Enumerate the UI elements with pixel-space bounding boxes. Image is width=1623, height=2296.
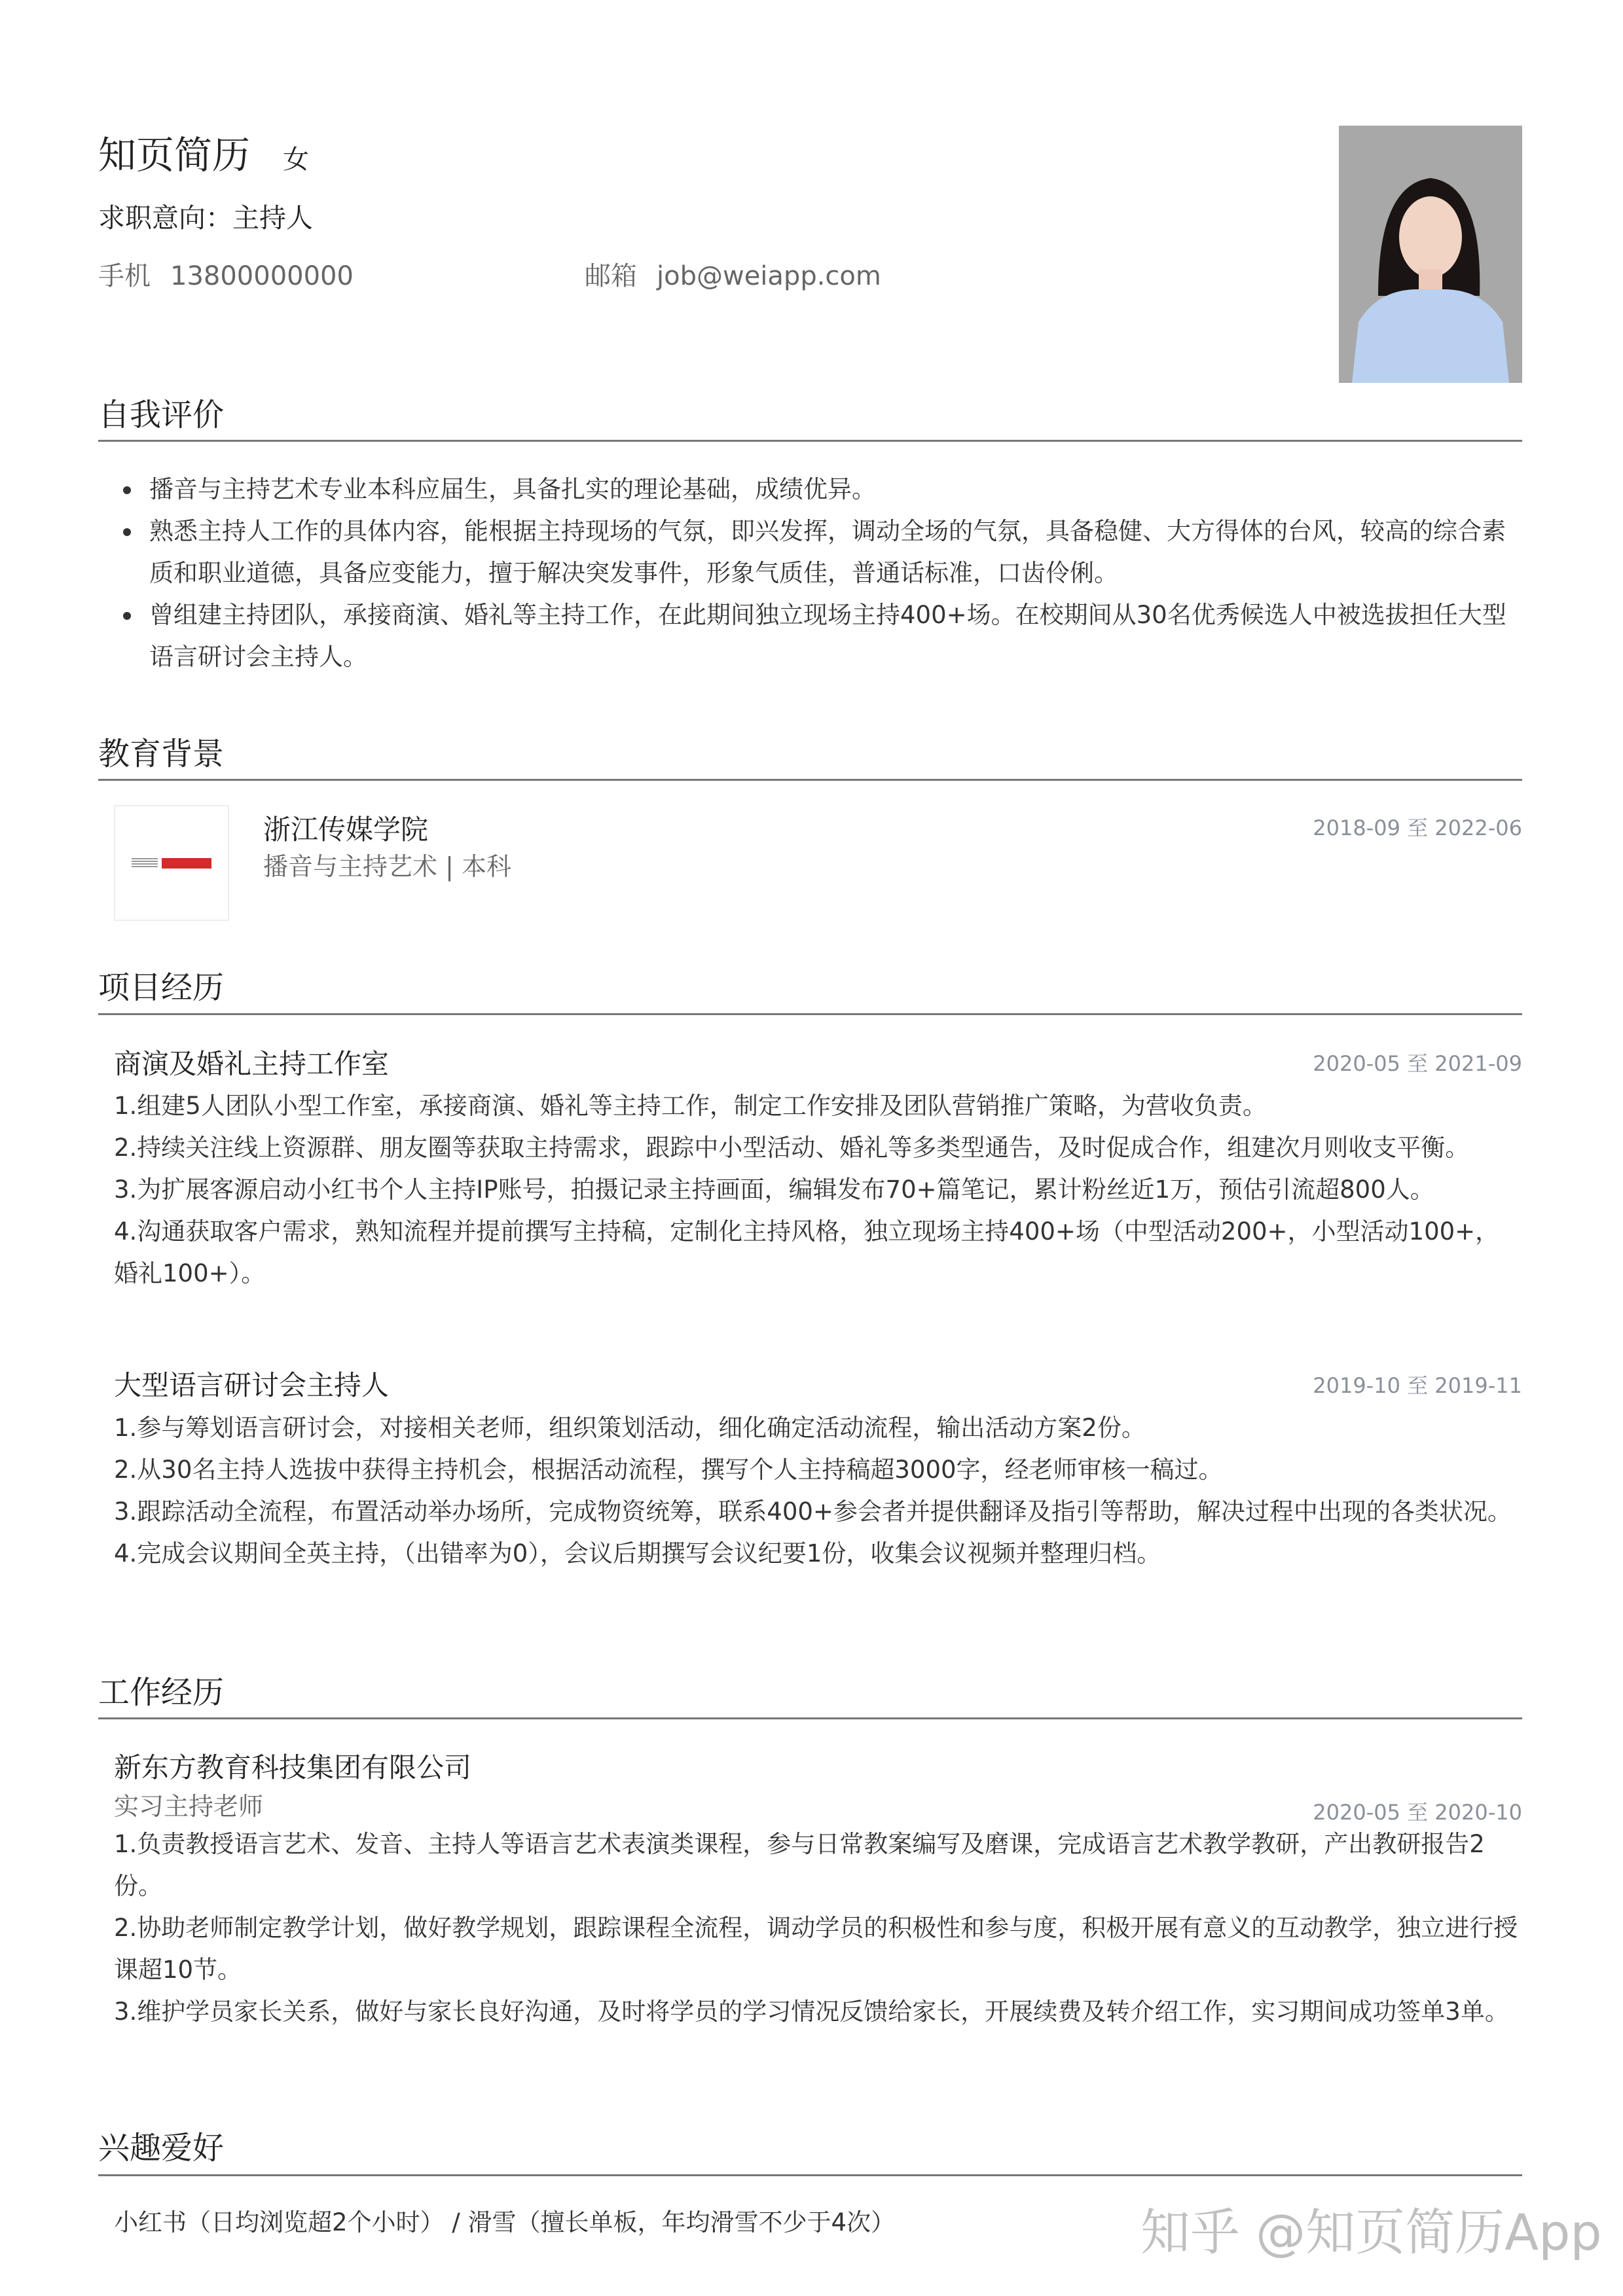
project-details [114,1407,1522,1575]
school-name: 浙江传媒学院 [263,814,429,846]
phone-label: 手机 [98,261,151,291]
detail-line: 2.从30名主持人选拔中获得主持机会，根据活动流程，撰写个人主持稿超3000字，经老师审核一稿过。 [114,1456,1223,1484]
section-title-hobbies: 兴趣爱好 [98,2130,225,2166]
detail-line: 3.跟踪活动全流程，布置活动举办场所，完成物资统筹，联系400+参会者并提供翻译及指引等帮助，解决过程中出现的各类状况。 [114,1498,1512,1526]
phone [98,255,354,293]
email [585,255,881,293]
job-intent: 求职意向：主持人 [98,202,313,234]
detail-line: 1.负责教授语言艺术、发音、主持人等语言艺术表演类课程，参与日常教案编写及磨课，完成语言艺术教学教研，产出教研报告2份。 [114,1830,1485,1900]
list-item: 熟悉主持人工作的具体内容，能根据主持现场的气氛，即兴发挥，调动全场的气氛，具备稳健、大方得体的台风，较高的综合素质和职业道德，具备应变能力，擅于解决突发事件，形象气质佳，普通话标准，口齿伶俐。 [149,511,1524,594]
phone-value: 13800000000 [170,261,354,291]
detail-line: 1.参与筹划语言研讨会，对接相关老师，组织策划活动，细化确定活动流程，输出活动方案2份。 [114,1414,1146,1442]
detail-line: 4.沟通获取客户需求，熟知流程并提前撰写主持稿，定制化主持风格，独立现场主持400+场（中型活动200+，小型活动100+，婚礼100+）。 [114,1217,1500,1287]
detail-line: 3.为扩展客源启动小红书个人主持IP账号，拍摄记录主持画面，编辑发布70+篇笔记，累计粉丝近1万，预估引流超800人。 [114,1175,1434,1204]
detail-line: 2.持续关注线上资源群、朋友圈等获取主持需求，跟踪中小型活动、婚礼等多类型通告，及时促成合作，组建次月则收支平衡。 [114,1134,1470,1162]
list-item: 播音与主持艺术专业本科应届生，具备扎实的理论基础，成绩优异。 [149,469,1524,511]
project-date: 2020-05 至 2021-09 [1313,1051,1522,1076]
hobbies-text: 小红书（日均浏览超2个小时） / 滑雪（擅长单板，年均滑雪不少于4次） [114,2208,896,2236]
divider [98,1717,1522,1719]
job-role: 实习主持老师 [114,1792,264,1821]
section-title-projects: 项目经历 [98,969,225,1006]
candidate-name [98,124,309,179]
project-name: 商演及婚礼主持工作室 [114,1048,390,1080]
work-date: 2020-05 至 2020-10 [1313,1800,1522,1825]
detail-line: 1.组建5人团队小型工作室，承接商演、婚礼等主持工作，制定工作安排及团队营销推广策略，为营收负责。 [114,1092,1267,1120]
watermark: 知乎 @知页简历App [1140,2203,1602,2261]
project-date: 2019-10 至 2019-11 [1313,1373,1522,1398]
divider [98,440,1522,442]
email-value: job@weiapp.com [657,261,881,291]
gender: 女 [283,145,310,175]
major-degree: 播音与主持艺术 | 本科 [263,852,511,881]
detail-line: 2.协助老师制定教学计划，做好教学规划，跟踪课程全流程，调动学员的积极性和参与度，积极开展有意义的互动教学，独立进行授课超10节。 [114,1914,1518,1984]
self-eval-list [149,469,1524,678]
project-details [114,1085,1522,1295]
detail-line: 4.完成会议期间全英主持，（出错率为0），会议后期撰写会议纪要1份，收集会议视频并整理归档。 [114,1539,1161,1568]
company-name: 新东方教育科技集团有限公司 [114,1751,472,1784]
section-title-education: 教育背景 [98,736,225,772]
project-name: 大型语言研讨会主持人 [114,1369,390,1401]
education-date: 2018-09 至 2022-06 [1313,816,1522,840]
section-title-self-eval: 自我评价 [98,397,225,433]
detail-line: 3.维护学员家长关系，做好与家长良好沟通，及时将学员的学习情况反馈给家长，开展续费及转介绍工作，实习期间成功签单3单。 [114,1998,1509,2026]
divider [98,2174,1522,2176]
name-text: 知页简历 [98,133,251,177]
work-details [114,1823,1522,2033]
email-label: 邮箱 [585,261,637,291]
list-item: 曾组建主持团队，承接商演、婚礼等主持工作，在此期间独立现场主持400+场。在校期间从30名优秀候选人中被选拔担任大型语言研讨会主持人。 [149,594,1524,678]
section-title-work: 工作经历 [98,1674,225,1711]
divider [98,779,1522,781]
profile-photo [1339,126,1522,383]
school-logo [114,805,229,921]
divider [98,1013,1522,1015]
